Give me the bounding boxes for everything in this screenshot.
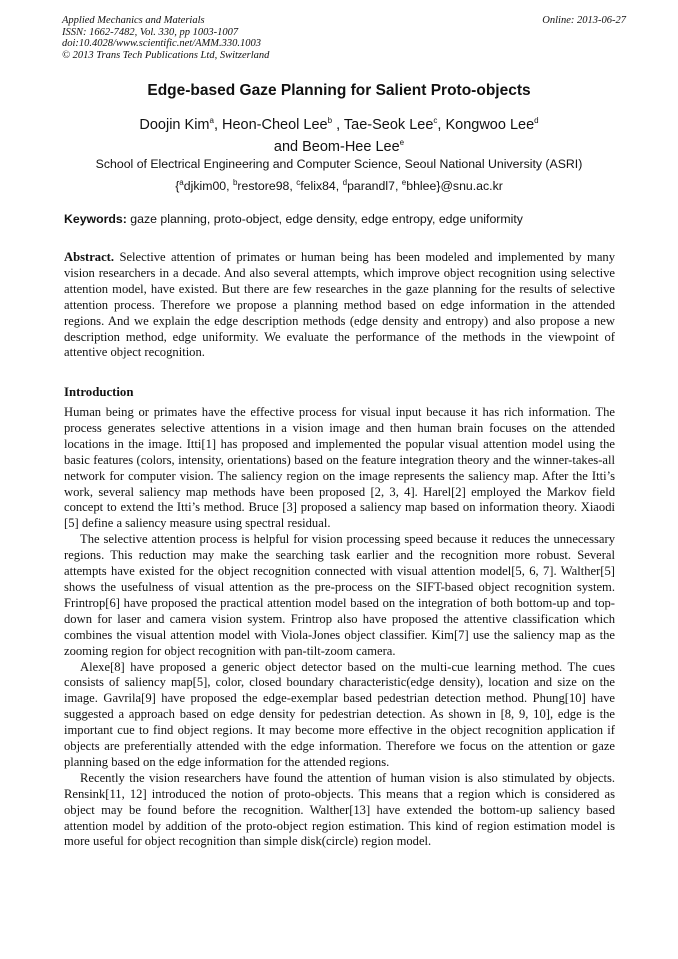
author-emails: {$^a$djkim00, $^b$restore98, $^c$felix84, $^d$parandl7, $^e$bhlee}@snu.ac.kr [175,178,503,194]
journal-name: Applied Mechanics and Materials [62,15,205,26]
email-sup: a [179,178,184,187]
issn: ISSN: 1662-7482, Vol. 330, pp 1003-1007 [62,26,239,38]
email-id: bhlee [406,179,437,194]
author-sup: d [534,116,539,125]
paragraph: Recently the vision researchers have found the attention of human vision is also stimulated by objects. Rensink[11, 12] introduced the notion of proto-objects. This means that a region which is considered as object may be found before the recognition. Walther[13] have extended the bottom-up saliency based attention model by addition of the proto-object region estimation. This kind of region estimation model is more useful for object recognition than simple disk(circle) region model. [64,770,615,849]
author: Tae-Seok Lee [343,116,434,133]
email-id: felix84 [300,179,336,194]
abstract-text: Selective attention of primates or human being has been modeled and implemented by many vision researchers in a decade. And also several attempts, which improve object recognition using selective attention model, have existed. But there are few researches in the gaze planning for the results of selective attention process. Therefore we propose a planning method based on edge information in the attended regions. And we explain the edge description methods (edge density and entropy) and also propose a new description method, edge uniformity. We evaluate the performance of the methods in the viewpoint of attentive object recognition. [64,250,616,360]
author: Heon-Cheol Lee [222,116,328,133]
introduction-body [64,405,615,850]
paragraph: Alexe[8] have proposed a generic object detector based on the multi-cue learning method. The cues consists of saliency map[5], color, closed boundary characteristic(edge density), location and size on the image. Gavrila[9] have proposed the edge-exemplar based pedestrian detection method. Phung[10] have suggested a approach based on edge density for pedestrian detection. As shown in [8, 9, 10], edge is the important cue to find object regions. It may become more effective in the object recognition application if objects are preferentially attended with the edge information. Therefore we focus on the attention or gaze planning based on the edge information for the attended regions. [64,659,615,769]
email-id: parandl7 [347,179,395,194]
email-sup: c [296,178,301,187]
section-heading-introduction: Introduction [64,385,134,399]
affiliation: School of Electrical Engineering and Computer Science, Seoul National University (ASRI) [95,157,583,171]
abstract-label: Abstract. [64,250,115,264]
doi: doi:10.4028/www.scientific.net/AMM.330.1003 [62,38,261,49]
paper-title: Edge-based Gaze Planning for Salient Proto-objects [147,82,531,99]
keywords [64,212,523,226]
author: Beom-Hee Lee [302,138,400,155]
email-sup: d [342,178,348,187]
email-sup: b [232,178,238,187]
author-list: Doojin Kim$^a$, Heon-Cheol Lee$^b$ , Tae-Seok Lee$^c$, Kongwoo Lee$^d$ and Beom-Hee Lee$^e$ [139,116,539,155]
email-sup: e [401,178,407,187]
online-date: Online: 2013-06-27 [542,15,626,26]
keywords-text: gaze planning, proto-object, edge density, edge entropy, edge uniformity [130,212,523,226]
author-sup: a [209,116,214,125]
author-sup: e [399,137,405,147]
email-id: restore98 [237,179,290,194]
email-domain: @snu.ac.kr [440,179,503,194]
copyright: © 2013 Trans Tech Publications Ltd, Switzerland [62,49,270,61]
author-sup: c [433,116,438,125]
abstract [64,250,615,361]
journal-header [62,15,269,61]
author: Doojin Kim [139,116,210,133]
author: Kongwoo Lee [445,116,535,133]
paragraph: Human being or primates have the effective process for visual input because it has rich information. The process generates selective attentions in a vision image and then human brain focuses on the attended locations in the image. Itti[1] has proposed and implemented the popular visual attention model using the basic features (colors, intensity, orientations) based on the feature integration theory and the winner-takes-all network for computer vision. The saliency region on the image represents the saliency map. After the Itti’s work, several saliency map methods have been proposed [2, 3, 4]. Harel[2] employed the Markov field concept to extend the Itti’s method. Bruce [3] proposed a saliency map based on information theory. Xiaodi [5] define a saliency measure using spectral residual. [64,405,615,531]
paragraph: The selective attention process is helpful for vision processing speed because it reduces the unnecessary regions. This reduction may make the searching task earlier and the recognition more robust. Several attempts have existed for the object recognition connected with visual attention model[5, 6, 7]. Walther[5] shows the usefulness of visual attention as the pre-process on the SIFT-based object recognition system. Frintrop[6] have proposed the practical attention model based on the integration of both bottom-up and top-down for laser and camera vision system. Frintrop also have proposed the attentive classification which combines the visual attention model with Viola-Jones object classifier. Kim[7] use the saliency map as the zooming region for object recognition with pan-tilt-zoom camera. [64,532,615,658]
author-sup: b [327,116,333,125]
email-id: djkim00 [183,179,227,194]
keywords-label: Keywords: [64,212,127,226]
